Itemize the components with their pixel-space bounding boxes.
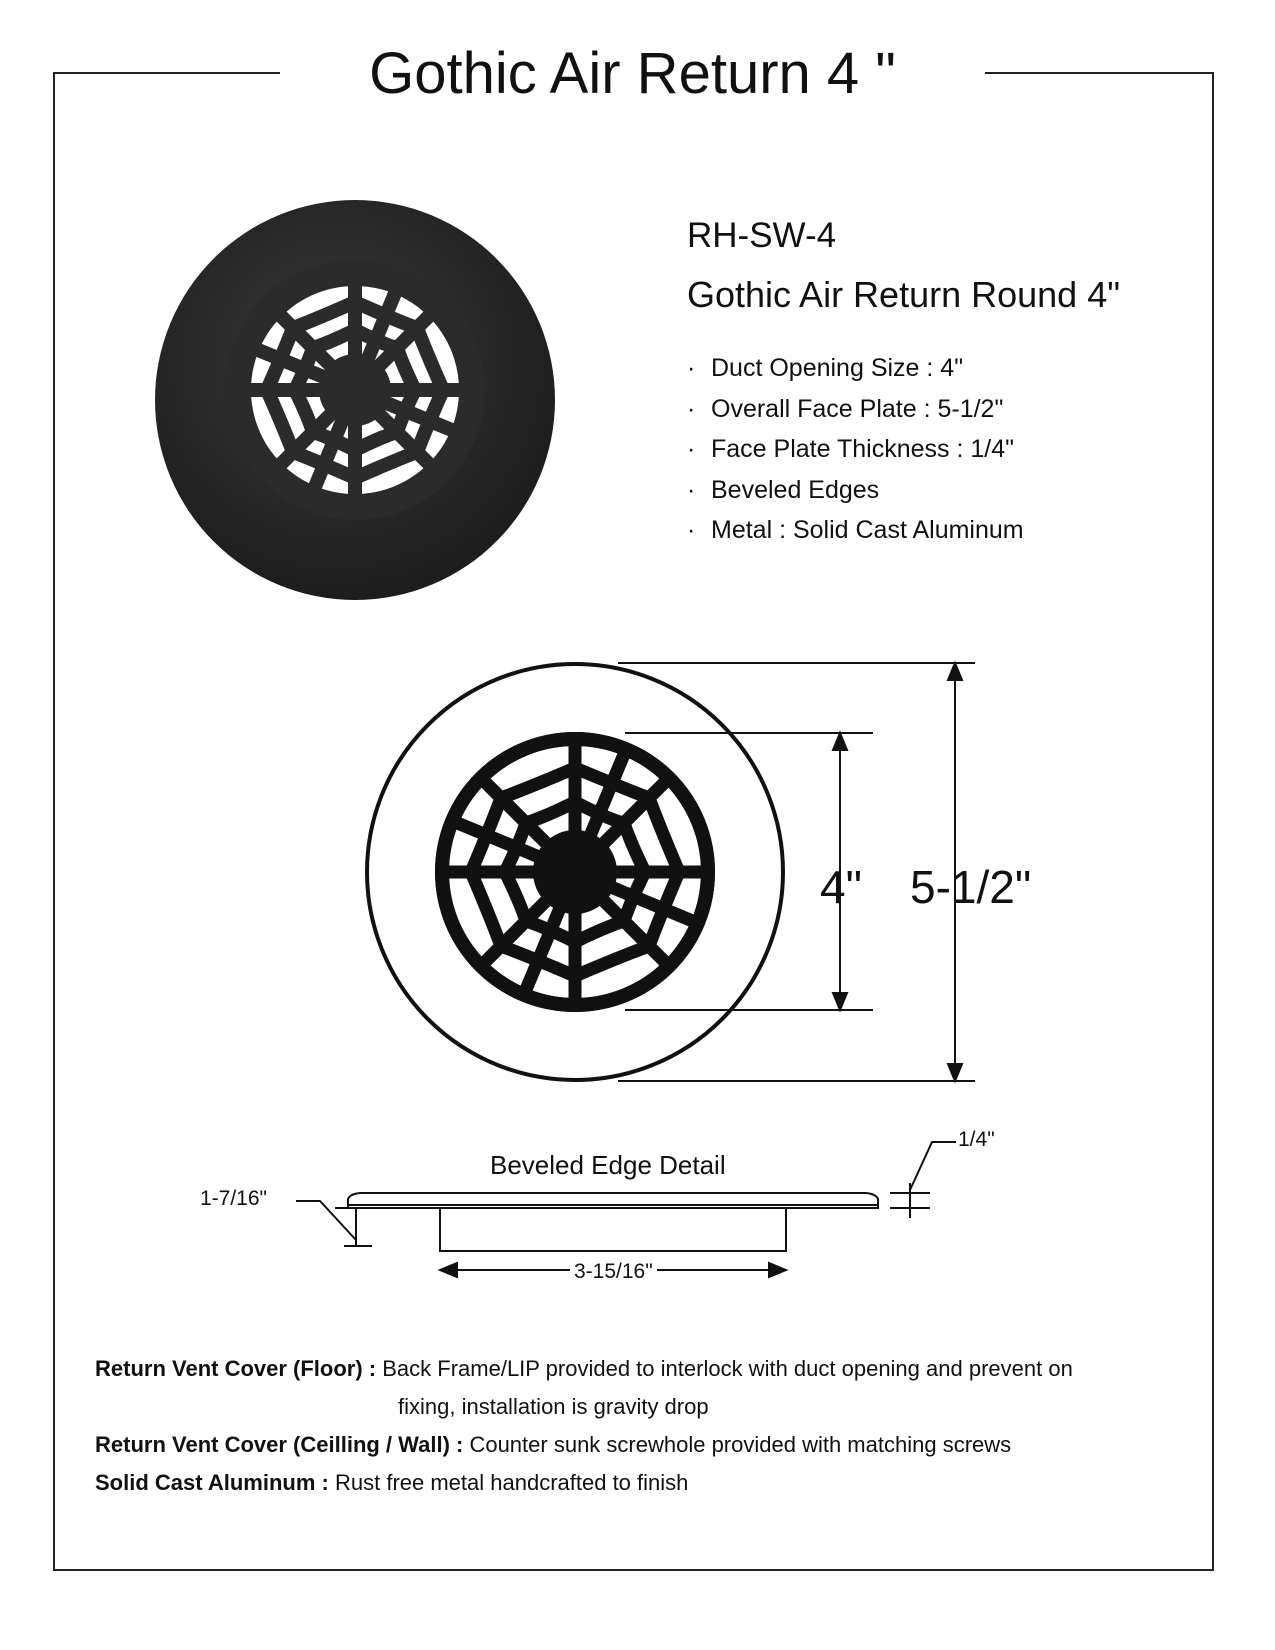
bullet-icon: · [687,475,696,504]
note-ceiling-wall [95,1426,1205,1464]
bevel-detail-title: Beveled Edge Detail [490,1150,726,1180]
spider-web-pattern [435,732,715,1012]
page-title: Gothic Air Return 4 " [369,41,896,106]
spec-item: · Duct Opening Size : 4" [687,348,1024,389]
bullet-icon: · [687,516,696,544]
spec-item: · Overall Face Plate : 5-1/2" [687,389,1024,430]
bullet-icon: · [687,394,696,423]
note-label: Solid Cast Aluminum : [95,1470,329,1495]
spec-item: · Face Plate Thickness : 1/4" [687,429,1024,470]
lip-height-label: 1-7/16" [200,1187,267,1210]
note-text: Rust free metal handcrafted to finish [334,1470,689,1495]
note-label: Return Vent Cover (Ceilling / Wall) : [95,1432,464,1457]
installation-notes [95,1350,1205,1502]
bullet-icon: · [687,435,696,463]
spec-item: · Beveled Edges [687,470,1024,511]
note-floor [95,1350,1205,1426]
product-name: Gothic Air Return Round 4" [687,274,1121,315]
dimension-label-inner: 4" [820,861,862,913]
note-text: Counter sunk screwhole provided with matching screws [469,1432,1012,1457]
dimension-label-outer: 5-1/2" [910,861,1032,913]
thickness-label: 1/4" [958,1128,995,1151]
product-sku: RH-SW-4 [687,216,837,255]
note-text-continued: fixing, installation is gravity drop [398,1394,709,1419]
spec-item: · Metal : Solid Cast Aluminum [687,510,1024,551]
note-text: Back Frame/LIP provided to interlock with duct opening and prevent on [382,1356,1073,1381]
note-material [95,1464,1205,1502]
note-label: Return Vent Cover (Floor) : [95,1356,377,1381]
bullet-icon: · [687,354,696,382]
lip-width-label: 3-15/16" [570,1260,657,1284]
